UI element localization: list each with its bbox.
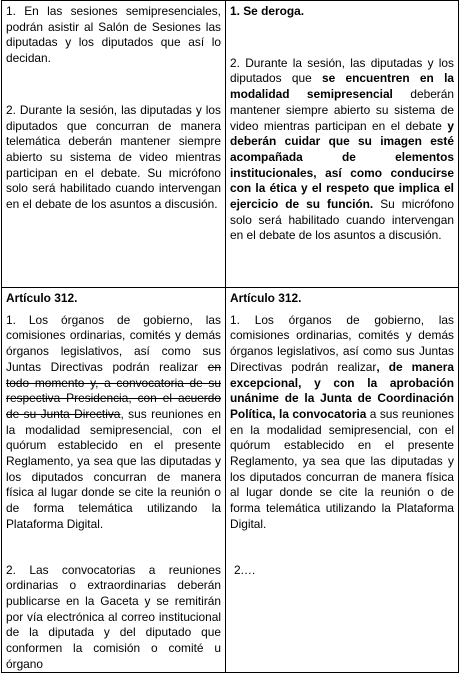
paragraph-1: 1. En las sesiones semipresenciales, podrán asistir al Salón de Sesiones las diputadas y los diputados que así lo decidan. <box>6 4 221 66</box>
paragraph-1: 1. Los órganos de gobierno, las comisiones ordinarias, comités y demás órganos legislativos, así como sus Juntas Directivas podrán realizar en todo momento y, a convocatoria de su respectiva Presidencia, con el acuerdo de su Junta Directiva, sus reuniones en la modalidad semipresencial, con el quórum establecido en el presente Reglamento, ya sea que las diputadas y los diputados concurran de manera física al lugar donde se cite la reunión o de forma telemática utilizando la Plataforma Digital. <box>6 312 221 531</box>
comparison-table <box>1 0 459 673</box>
table-row <box>2 1 459 288</box>
article-heading: Artículo 312. <box>230 291 302 305</box>
paragraph-2: 2. Las convocatorias a reuniones ordinarias o extraordinarias deberán publicarse en la Gaceta y se remitirán por vía electrónica al correo institucional de la diputada y del diputado que conformen la comisión o comité u órgano <box>6 562 221 671</box>
paragraph-2: 2. Durante la sesión, las diputadas y los diputados que se encuentren en la modalidad semipresencial deberán mantener siempre abierto su sistema de video mientras participan en el debate y deberán cuidar que su imagen esté acompañada de elementos institucionales, así como conducirse con la ética y el respeto que implica el ejercicio de su función. Su micrófono solo será habilitado cuando intervengan en el debate de los asuntos a discusión. <box>230 55 455 243</box>
cell-proposed-text-bottom <box>226 288 459 673</box>
cell-proposed-text-top <box>226 1 459 288</box>
paragraph-1: 1. Los órganos de gobierno, las comisiones ordinarias, comités y demás órganos legislativos, así como sus Juntas Directivas podrán realizar, de manera excepcional, y con la aprobación unánime de la Junta de Coordinación Política, la convocatoria a sus reuniones en la modalidad semipresencial, con el quórum establecido en el presente Reglamento, ya sea que las diputadas y los diputados concurran de manera física al lugar donde se cite la reunión o de forma telemática utilizando la Plataforma Digital. <box>230 312 454 531</box>
struck-text: en todo momento y, a convocatoria de su respectiva Presidencia, con el acuerdo de su Junta Directiva <box>6 359 221 421</box>
cell-current-text-top <box>2 1 226 288</box>
paragraph-2: 2.… <box>234 562 256 577</box>
paragraph-2: 2. Durante la sesión, las diputadas y los diputados que concurran de manera telemática deberán mantener siempre abierto su sistema de video mientras participan en el debate. Su micrófono solo será habilitado cuando intervengan en el debate de los asuntos a discusión. <box>6 102 221 212</box>
cell-current-text-bottom <box>2 288 226 673</box>
paragraph-1: 1. Se deroga. <box>230 4 305 18</box>
article-heading: Artículo 312. <box>6 291 78 305</box>
table-row <box>2 288 459 673</box>
